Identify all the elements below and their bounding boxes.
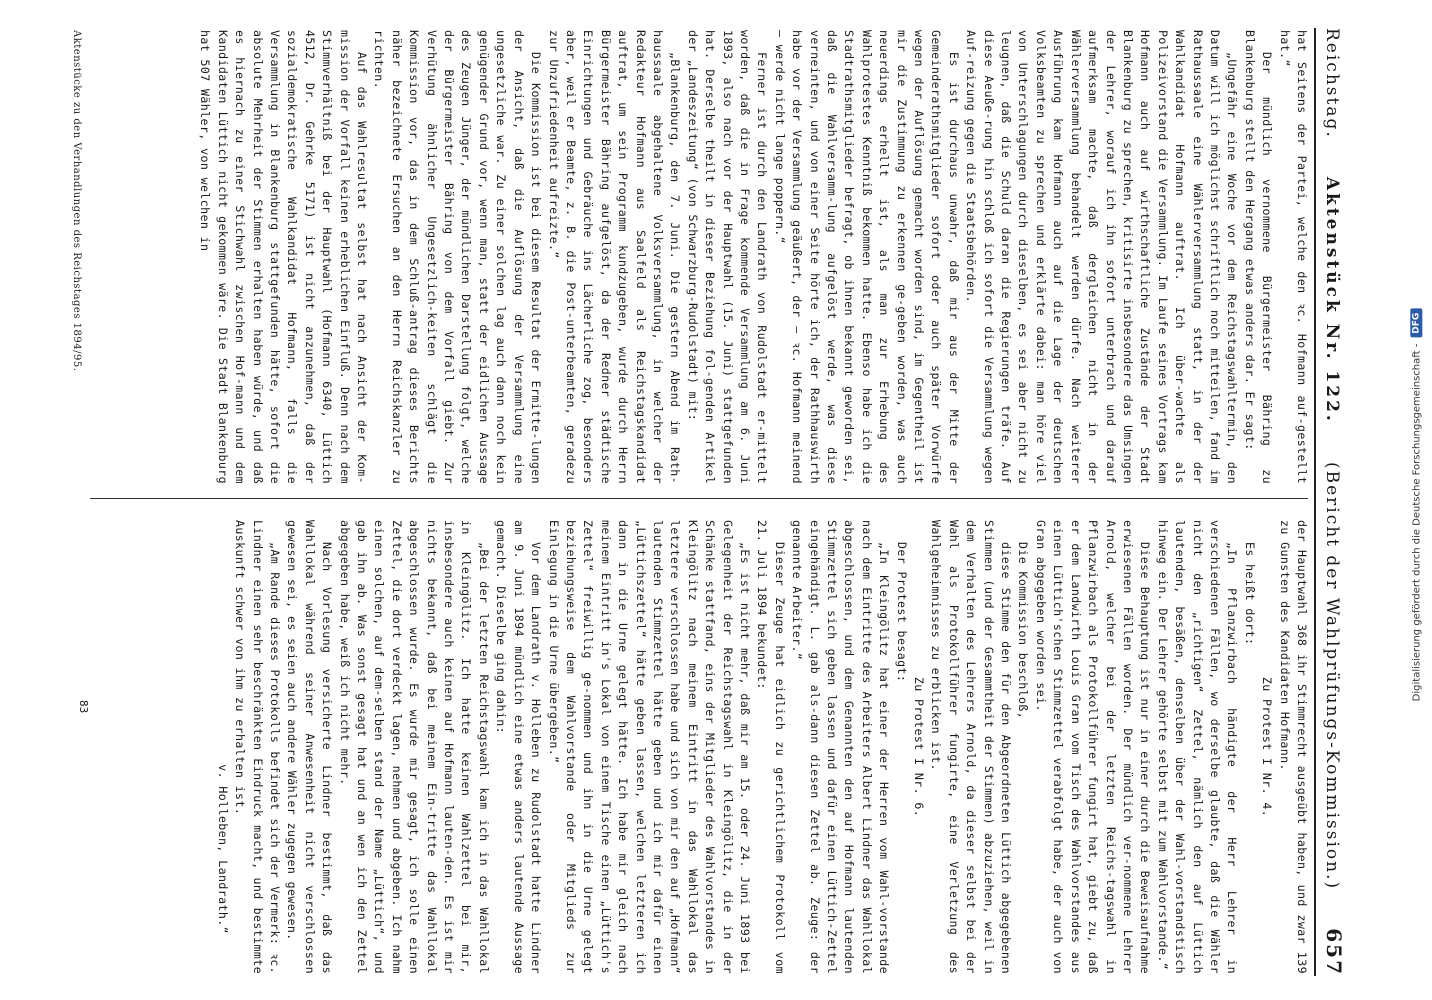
dfg-credit-text: Digitalisierung gefördert durch die Deutsche Forschungsgemeinschaft -	[1410, 343, 1422, 702]
page-number: 657	[1322, 928, 1346, 976]
header-document-number: Aktenstück Nr. 122.	[1322, 176, 1342, 424]
column-divider	[90, 498, 1308, 499]
paragraph: Ferner ist durch den Landrath von Rudolstadt er-mittelt worden, daß die in Frage kommende Versammlung am 6. Juni 1893, also nach vor der Hauptwahl (15. Juni) stattgefunden hat. Derselbe theilt in dieser Beziehung fol-genden Artikel der „Landeszeitung“ (von Schwarzburg-Rudolstadt) mit:	[685, 30, 770, 484]
dfg-credit	[1410, 309, 1422, 702]
header-left: Reichstag.	[1322, 28, 1342, 139]
paragraph: der Hauptwahl 368 ihr Stimmrecht ausgeübt haben, und zwar 139 zu Gunsten des Kandidaten Hofmann.	[1277, 520, 1309, 974]
paragraph: Der Protest besagt:	[894, 542, 909, 683]
dfg-logo-icon: DFG	[1410, 309, 1422, 338]
paragraph: „Ungefähr eine Woche vor dem Reichstagswahltermin, den Datum will ich möglichst schriftlich noch mitteilen, fand im Rathaussaale eine Wählerversammlung statt, in der der Wahlkandidat Hofmann auftrat. Ich über-wachte als Polizeivorstand die Versammlung. Im Laufe seines Vortrags kam Hofmann auch auf wirthschaftliche Zustände der Stadt Blankenburg zu sprechen, kritisirte insbesondere das Umsingen der Lehrer, worauf ich ihn sofort unterbrach und darauf aufmerksam machte, daß dergleichen nicht in der Wählerversammlung behandelt werden dürfe. Nach weiterer Ausführung kam Hofmann auch auf die Lage der deutschen Volksbeamten zu sprechen und erklärte dabei: man höre viel von Unterschlagungen durch dieselben, es sei aber nicht zu leugnen, daß die Schuld daran die Regierungen träfe. Auf diese Aeuße-rung hin schloß ich sofort die Versammlung wegen Auf-reizung gegen die Staatsbehörden.	[964, 30, 1240, 484]
left-column	[196, 30, 1310, 484]
signature: v. Holleben, Landrath.“	[215, 764, 230, 934]
paragraph: Diese Behauptung ist nur in einer durch die Beweisaufnahme erwiesenen Fällen worden. Der mündlich ver-nommene Lehrer Arnold, welcher bei der letzten Reichs-tagswahl in Pflanzwirbach als Protokollführer fungirt hat, giebt zu, daß er dem Landwirth Louis Gran vom Tisch des Wahlvorstandes aus einen Lüttich'schen Stimmzettel verabfolgt habe, der auch von Gran abgegeben worden sei.	[1033, 520, 1153, 974]
paragraph: „Am Rande dieses Protokolls befindet sich der Vermerk: ꝛc. Lindner einen sehr beschränkten Eindruck macht, und bestimmte Auskunft schwer von ihm zu erhalten ist.	[233, 520, 283, 974]
paragraph: Es ist durchaus unwahr, daß mir aus der Mitte der Gemeinderathsmitglieder sofort oder auch später Vorwürfe wegen der Auflösung gemacht worden sind, im Gegentheil ist mir die Zustimmung zu erkennen ge-geben worden, was auch neuerdings erhellt ist, als man zur Erhebung des Wahlprotestes Kenntniß bekommen hatte. Ebenso habe ich die Stadtrathsmitglieder befragt, ob ihnen bekannt geworden sei, daß die Wahlversamm-lung aufgelöst werde, was diese verneinten, und von einer Seite hörte ich, der Rathhauswirth habe vor der Versammlung geäußert, der — ꝛc. Hofmann meinend — werde nicht lange poppern.“	[772, 30, 961, 484]
footer-note: Aktenstücke zu den Verhandlungen des Reichstages 1894/95.	[71, 30, 82, 372]
paragraph: diese Stimme den für den Abgeordneten Lüttich abgegebenen Stimmen (und der Gesammtheit der Stimmen) abzuziehen, weil in dem Verhalten des Lehrers Arnold, da dieser selbst bei der Wahl als Protokollführer fungirte, eine Verletzung des Wahlgeheimnisses zu erblicken ist.	[929, 520, 1014, 974]
paragraph: Es heißt dort:	[1242, 542, 1257, 646]
header-title: (Bericht der Wahlprüfungs-Kommission.)	[1322, 461, 1342, 891]
paragraph: „Es ist nicht mehr, daß mir am 15. oder 24. Juni 1893 bei Gelegenheit der Reichstagswahl in Kleingölitz, die in der Schänke stattfand, eins der Mitglieder des Wahlvorstandes in Kleingölitz nach meinem Eintritt in das Wahllokal das letztere verschlossen habe und sich von mir den auf „Hofmann“ lautenden Stimmzettel hätte geben und ich mir dafür einen „Lüttichszettel“ hätte geben lassen, welchen letzteren ich dann in die Urne gelegt hätte. Ich habe mir gleich nach meinem Eintritt in's Lokal von einem Tische einen „Lüttich's Zettel“ freiwillig ge-nommen und ihn in die Urne gelegt beziehungsweise dem Wahlvorstande oder Mitglieds zur Einlegung in die Urne übergeben.“	[546, 520, 752, 974]
paragraph: Auf das Wahlresultat selbst hat nach Ansicht der Kom-mission der Vorfall keinen erheblichen Einfluß. Denn nach dem Stimmverhältniß bei der Hauptwahl (Hofmann 6340, Lüttich 4512, Dr. Gehrke 5171) ist nicht anzunehmen, daß der sozialdemokratische Wahlkandidat Hofmann, falls die Versammlung in Blankenburg stattgefunden hätte, sofort die absolute Mehrheit der Stimmen erhalten haben würde, und daß es hiernach zu einer Stichwahl zwischen Hof-mann und dem Kandidaten Lüttich nicht gekommen wäre. Die Stadt Blankenburg hat 507 Wähler, von welchen in	[198, 30, 370, 484]
paragraph: Nach Vorlesung versicherte Lindner bestimmt, daß das Wahllokal während seiner Anwesenheit nicht verschlossen gewesen sei, es seien auch andere Wähler zugegen gewesen.	[285, 520, 335, 974]
paragraph: Der mündlich vernommene Bürgermeister Bähring zu Blankenburg stellt den Hergang etwas anders dar. Er sagt:	[1242, 30, 1275, 484]
dfg-sidebar	[1402, 40, 1430, 970]
right-column	[213, 520, 1310, 974]
sheet-mark: 83	[77, 700, 90, 714]
paragraph: Die Kommission beschloß,	[1016, 542, 1031, 720]
paragraph: „In Pflanzwirbach händigte der Herr Lehrer in verschiedenen Fällen, wo derselbe glaubte, daß die Wähler nicht den „richtigen“ Zettel, nämlich den auf Lüttich lautenden, besäßen, denselben über der Wahl-vorstandstisch hinweg ein. Der Lehrer gehörte selbst mit zum Wahlvorstande.“	[1155, 520, 1240, 974]
section-heading: Zu Protest I Nr. 4.	[1260, 676, 1275, 818]
paragraph: „Bei der letzten Reichstagswahl kam ich in das Wahllokal in Kleingölitz. Ich hatte keinen Wahlzettel bei mir, insbesondere auch keinen auf Hofmann lauten-den. Es ist mir nichts bekannt, daß bei meinem Ein-tritte das Wahllokal abgeschlossen wurde. Es wurde mir gesagt, ich solle einen Zettel, die dort verdeckt lagen, nehmen und abgeben. Ich nahm einen solchen, auf dem-selben stand der Name „Lüttich“, und gab ihn ab. Was sonst gesagt hat und an wen ich den Zettel abgegeben habe, weiß ich nicht mehr.	[337, 520, 491, 974]
paragraph: Die Kommission ist bei diesem Resultat der Ermitte-lungen der Ansicht, daß die Auflösung der Versammlung eine ungesetzliche war. Zu einer solchen lag auch dann noch kein genügender Grund vor, wenn man, statt der eidlichen Aussage des Zeugen Jünger, der mündlichen Darstellung folgt, welche der Bürgermeister Bähring von dem Vorfall giebt. Zur Verhütung ähnlicher Ungesetzlich-keiten schlägt die Kommission vor, das in dem Schluß-antrag dieses Berichts näher bezeichnete Ersuchen an den Herrn Reichskanzler zu richten.	[372, 30, 544, 484]
paragraph: Vor dem Landrath v. Holleben zu Rudolstadt hatte Lindner am 9. Juni 1894 mündlich eine etwas anders lautende Aussage gemacht. Dieselbe ging dahin:	[494, 520, 544, 974]
section-heading: Zu Protest I Nr. 6.	[912, 676, 927, 818]
paragraph: „Blankenburg, den 7. Juni. Die gestern Abend im Rath-haussaale abgehaltene Volksversammlung, in welcher der Redakteur Hofmann aus Saalfeld als Reichstagskandidat auftrat, um sein Programm kundzugeben, wurde durch Herrn Bürgermeister Bähring aufgelöst, da der Redner städtische Einrichtungen und Gebräuche ins Lächerliche zog, besonders aber, weil er Beamte, z. B. die Post-unterbeamten, geradezu zur Unzufriedenheit aufreizte.“	[546, 30, 683, 484]
paragraph: Dieser Zeuge hat eidlich zu gerichtlichem Protokoll vom 21. Juli 1894 bekundet:	[755, 520, 787, 974]
page-header	[1314, 28, 1364, 976]
paragraph: „In Kleingölitz hat einer der Herren vom Wahl-vorstande nach dem Eintritte des Arbeiters Albert Lindner das Wahllokal abgeschlossen, und dem Genannten den auf Hofmann lautenden Stimmzettel sich geben lassen und dafür einen Lüttich-Zettel eingehändigt. L. gab als-dann diesen Zettel ab. Zeuge: der genannte Arbeiter.“	[790, 520, 892, 974]
paragraph: hat Seitens der Partei, welche den ꝛc. Hofmann auf-gestellt hat.“	[1277, 30, 1309, 484]
